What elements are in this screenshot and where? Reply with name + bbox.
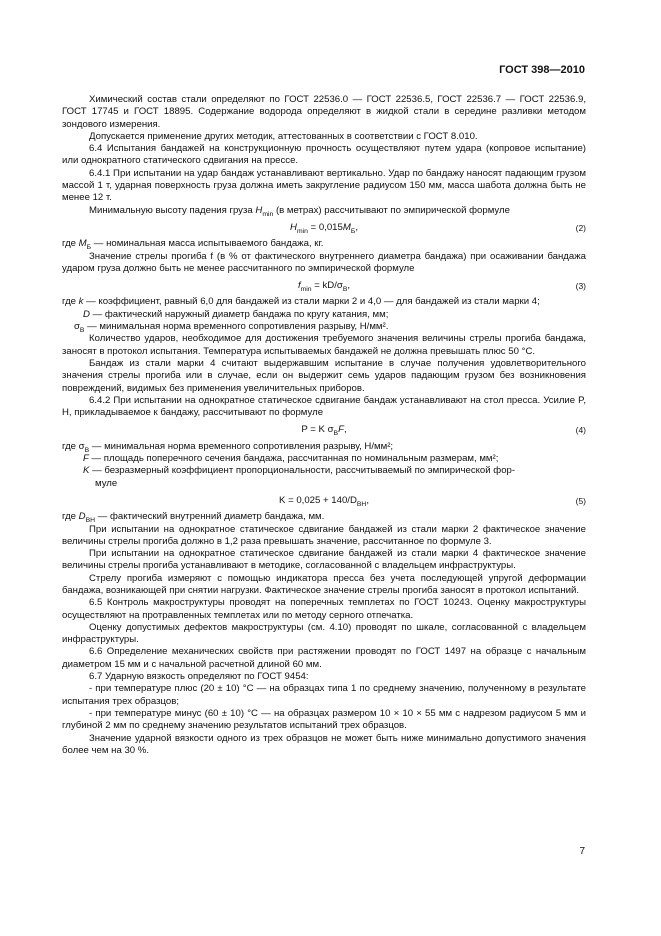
- definition-k: где k — коэффициент, равный 6,0 для бандажей из стали марки 2 и 4,0 — для бандажей из стали марки 4;: [62, 296, 540, 308]
- definition-sigma-b-2: где $\sigma_В$ — минимальная норма временного сопротивления разрыву, Н/мм²;: [62, 440, 394, 454]
- formula-4-number: (4): [575, 425, 586, 436]
- paragraph-6-4: 6.4 Испытания бандажей на конструкционную прочность осуществляют путем удара (копровое испытание) или однократного статического сдвигания на прессе.: [62, 143, 586, 167]
- definition-d: D — фактический наружный диаметр бандажа по кругу катания, мм;: [83, 308, 389, 320]
- paragraph-deflection-measure: Стрелу прогиба измеряют с помощью индикатора пресса без учета последующей упругой деформации бандажа, возникающей при снятии нагрузки. Фактическое значение стрелы прогиба заносят в протокол испытаний.: [62, 572, 586, 596]
- list-item-minus-60: - при температуре минус (60 ± 10) °С — на образцах размером 10 × 10 × 55 мм с надрезом радиусом 5 мм и глубиной 2 мм по среднему значению результатов испытаний трех образцов.: [62, 707, 586, 732]
- definition-f: F — площадь поперечного сечения бандажа, рассчитанная по номинальным размерам, мм²;: [83, 453, 499, 465]
- paragraph-steel-4-press: При испытании на однократное статическое сдвигание бандажей из стали марки 4 фактическое значение величины стрелы прогиба устанавливают в методике, согласованной с владельцем инфраструктуры.: [62, 548, 586, 572]
- paragraph-6-6: 6.6 Определение механических свойств при растяжении проводят по ГОСТ 1497 на образце с начальным диаметром 15 мм и с начальной расчетной длиной 60 мм.: [62, 646, 586, 670]
- definition-mb: где $M_Б$ — номинальная масса испытываемого бандажа, кг.: [62, 238, 324, 252]
- definition-dvn: где $D_{ВН}$ — фактический внутренний диаметр бандажа, мм.: [62, 511, 325, 525]
- paragraph-chemical-composition: Химический состав стали определяют по ГОСТ 22536.0 — ГОСТ 22536.5, ГОСТ 22536.7 — ГОСТ 22536.9, ГОСТ 17745 и ГОСТ 18895. Содержание водорода определяют в жидкой стали в середине разливки методом зондового измерения.: [62, 94, 586, 130]
- formula-5-number: (5): [575, 495, 586, 506]
- formula-2-number: (2): [575, 222, 586, 233]
- paragraph-steel-2-press: При испытании на однократное статическое сдвигание бандажей из стали марки 2 фактическое значение величины стрелы прогиба должно в 1,2 раза превышать значение, рассчитанное по формуле 3.: [62, 523, 586, 547]
- paragraph-6-5: 6.5 Контроль макроструктуры проводят на поперечных темплетах по ГОСТ 10243. Оценку макроструктуры осуществляют на протравленных темплетах или по методу серного отпечатка.: [62, 597, 586, 621]
- list-item-plus-20: - при температуре плюс (20 ± 10) °С — на образцах типа 1 по среднему значению, полученному в результате испытания трех образцов;: [62, 683, 586, 707]
- standard-header: ГОСТ 398—2010: [499, 64, 585, 76]
- document-body: [62, 94, 586, 757]
- formula-4: P = K $\sigma_ВF$, (4): [301, 424, 586, 438]
- paragraph-steel-4: Бандаж из стали марки 4 считают выдержавшим испытание в случае получения удовлетворительного значения стрелы прогиба или в случае, если он выдержит семь ударов падающим грузом без возникновения повреждений, видимых без применения увеличительных приборов.: [62, 357, 586, 394]
- definition-sigma-b: $\sigma_В$ — минимальная норма временного сопротивления разрыву, Н/мм².: [74, 321, 389, 334]
- formula-3: $f_{min} = kD/\sigma_В$, (3): [297, 280, 586, 294]
- formula-3-number: (3): [575, 281, 586, 292]
- paragraph-deflection: Значение стрелы прогиба f (в % от фактического внутреннего диаметра бандажа) при осаживании бандажа ударом груза должно быть не менее рассчитанного по эмпирической формуле: [62, 250, 586, 274]
- page-number: 7: [579, 846, 585, 857]
- definition-k-coef: K — безразмерный коэффициент пропорциональности, рассчитываемый по эмпирической фор-: [83, 465, 516, 477]
- paragraph-impact-min: Значение ударной вязкости одного из трех образцов не может быть ниже минимально допустимого значения более чем на 30 %.: [62, 732, 586, 756]
- paragraph-other-methods: Допускается применение других методик, аттестованных в соответствии с ГОСТ 8.010.: [89, 130, 478, 142]
- paragraph-6-4-2: 6.4.2 При испытании на однократное статическое сдвигание бандаж устанавливают на стол пресса. Усилие P, Н, прикладываемое к бандажу, рассчитывают по формуле: [62, 394, 586, 419]
- paragraph-min-height: Минимальную высоту падения груза $H_{min}$ (в метрах) рассчитывают по эмпирической формуле: [89, 204, 510, 218]
- paragraph-macro-defects: Оценку допустимых дефектов макроструктуры (см. 4.10) проводят по шкале, согласованной с владельцем инфраструктуры.: [62, 621, 586, 646]
- formula-5: $K = 0,025 + 140/D_{ВН}$, (5): [279, 494, 586, 508]
- paragraph-6-4-1: 6.4.1 При испытании на удар бандаж устанавливают вертикально. Удар по бандажу наносят падающим грузом массой 1 т, ударная поверхность груза должна иметь закругление радиусом 150 мм, масса шабота должна быть не менее 12 т.: [62, 167, 586, 204]
- definition-k-coef-cont: муле: [95, 477, 118, 489]
- formula-2: $H_{min} = 0,015M_Б$, (2): [290, 221, 586, 235]
- paragraph-impact-count: Количество ударов, необходимое для достижения требуемого значения величины стрелы прогиба бандажа, заносят в протокол испытания. Температура испытываемых бандажей не должна превышать плюс 50 °С.: [62, 333, 586, 357]
- paragraph-6-7: 6.7 Ударную вязкость определяют по ГОСТ 9454:: [89, 671, 309, 683]
